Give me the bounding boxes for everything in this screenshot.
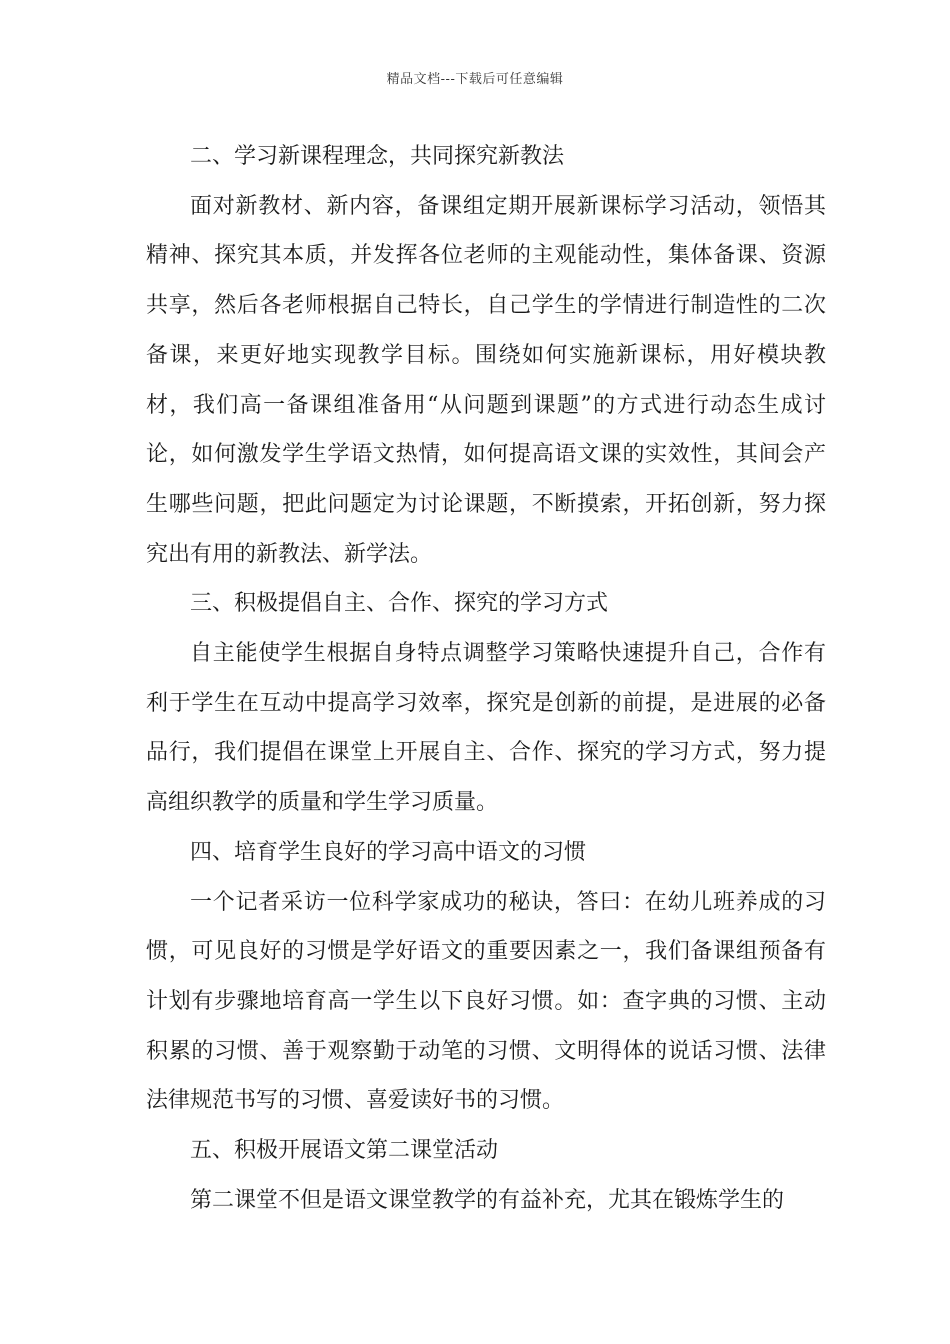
body-paragraph-5: 第二课堂不但是语文课堂教学的有益补充，尤其在锻炼学生的 — [190, 1187, 785, 1213]
section-heading-4: 四、培育学生良好的学习高中语文的习惯 — [190, 839, 587, 865]
body-paragraph-2: 面对新教材、新内容，备课组定期开展新课标学习活动，领悟其精神、探究其本质，并发挥各位老师的主观能动性，集体备课、资源共享，然后各老师根据自己特长，自己学生的学情进行制造性的二次备课，来更好地实现教学目标。围绕如何实施新课标，用好模块教材，我们高一备课组准备用“从问题到课题”的方式进行动态生成讨论，如何激发学生学语文热情，如何提高语文课的实效性，其间会产生哪些问题，把此问题定为讨论课题，不断摸索，开拓创新，努力探究出有用的新教法、新学法。 — [146, 193, 826, 567]
section-heading-3: 三、积极提倡自主、合作、探究的学习方式 — [190, 591, 609, 617]
body-paragraph-4: 一个记者采访一位科学家成功的秘诀，答曰：在幼儿班养成的习惯，可见良好的习惯是学好语文的重要因素之一，我们备课组预备有计划有步骤地培育高一学生以下良好习惯。如：查字典的习惯、主动积累的习惯、善于观察勤于动笔的习惯、文明得体的说话习惯、法律法律规范书写的习惯、喜爱读好书的习惯。 — [146, 889, 826, 1114]
section-heading-5: 五、积极开展语文第二课堂活动 — [190, 1138, 499, 1164]
page-header: 精品文档---下载后可任意编辑 — [386, 72, 564, 87]
body-paragraph-3: 自主能使学生根据自身特点调整学习策略快速提升自己，合作有利于学生在互动中提高学习效率，探究是创新的前提，是进展的必备品行，我们提倡在课堂上开展自主、合作、探究的学习方式，努力提高组织教学的质量和学生学习质量。 — [146, 641, 826, 816]
section-heading-2: 二、学习新课程理念，共同探究新教法 — [190, 144, 565, 169]
document-body — [146, 132, 826, 1225]
